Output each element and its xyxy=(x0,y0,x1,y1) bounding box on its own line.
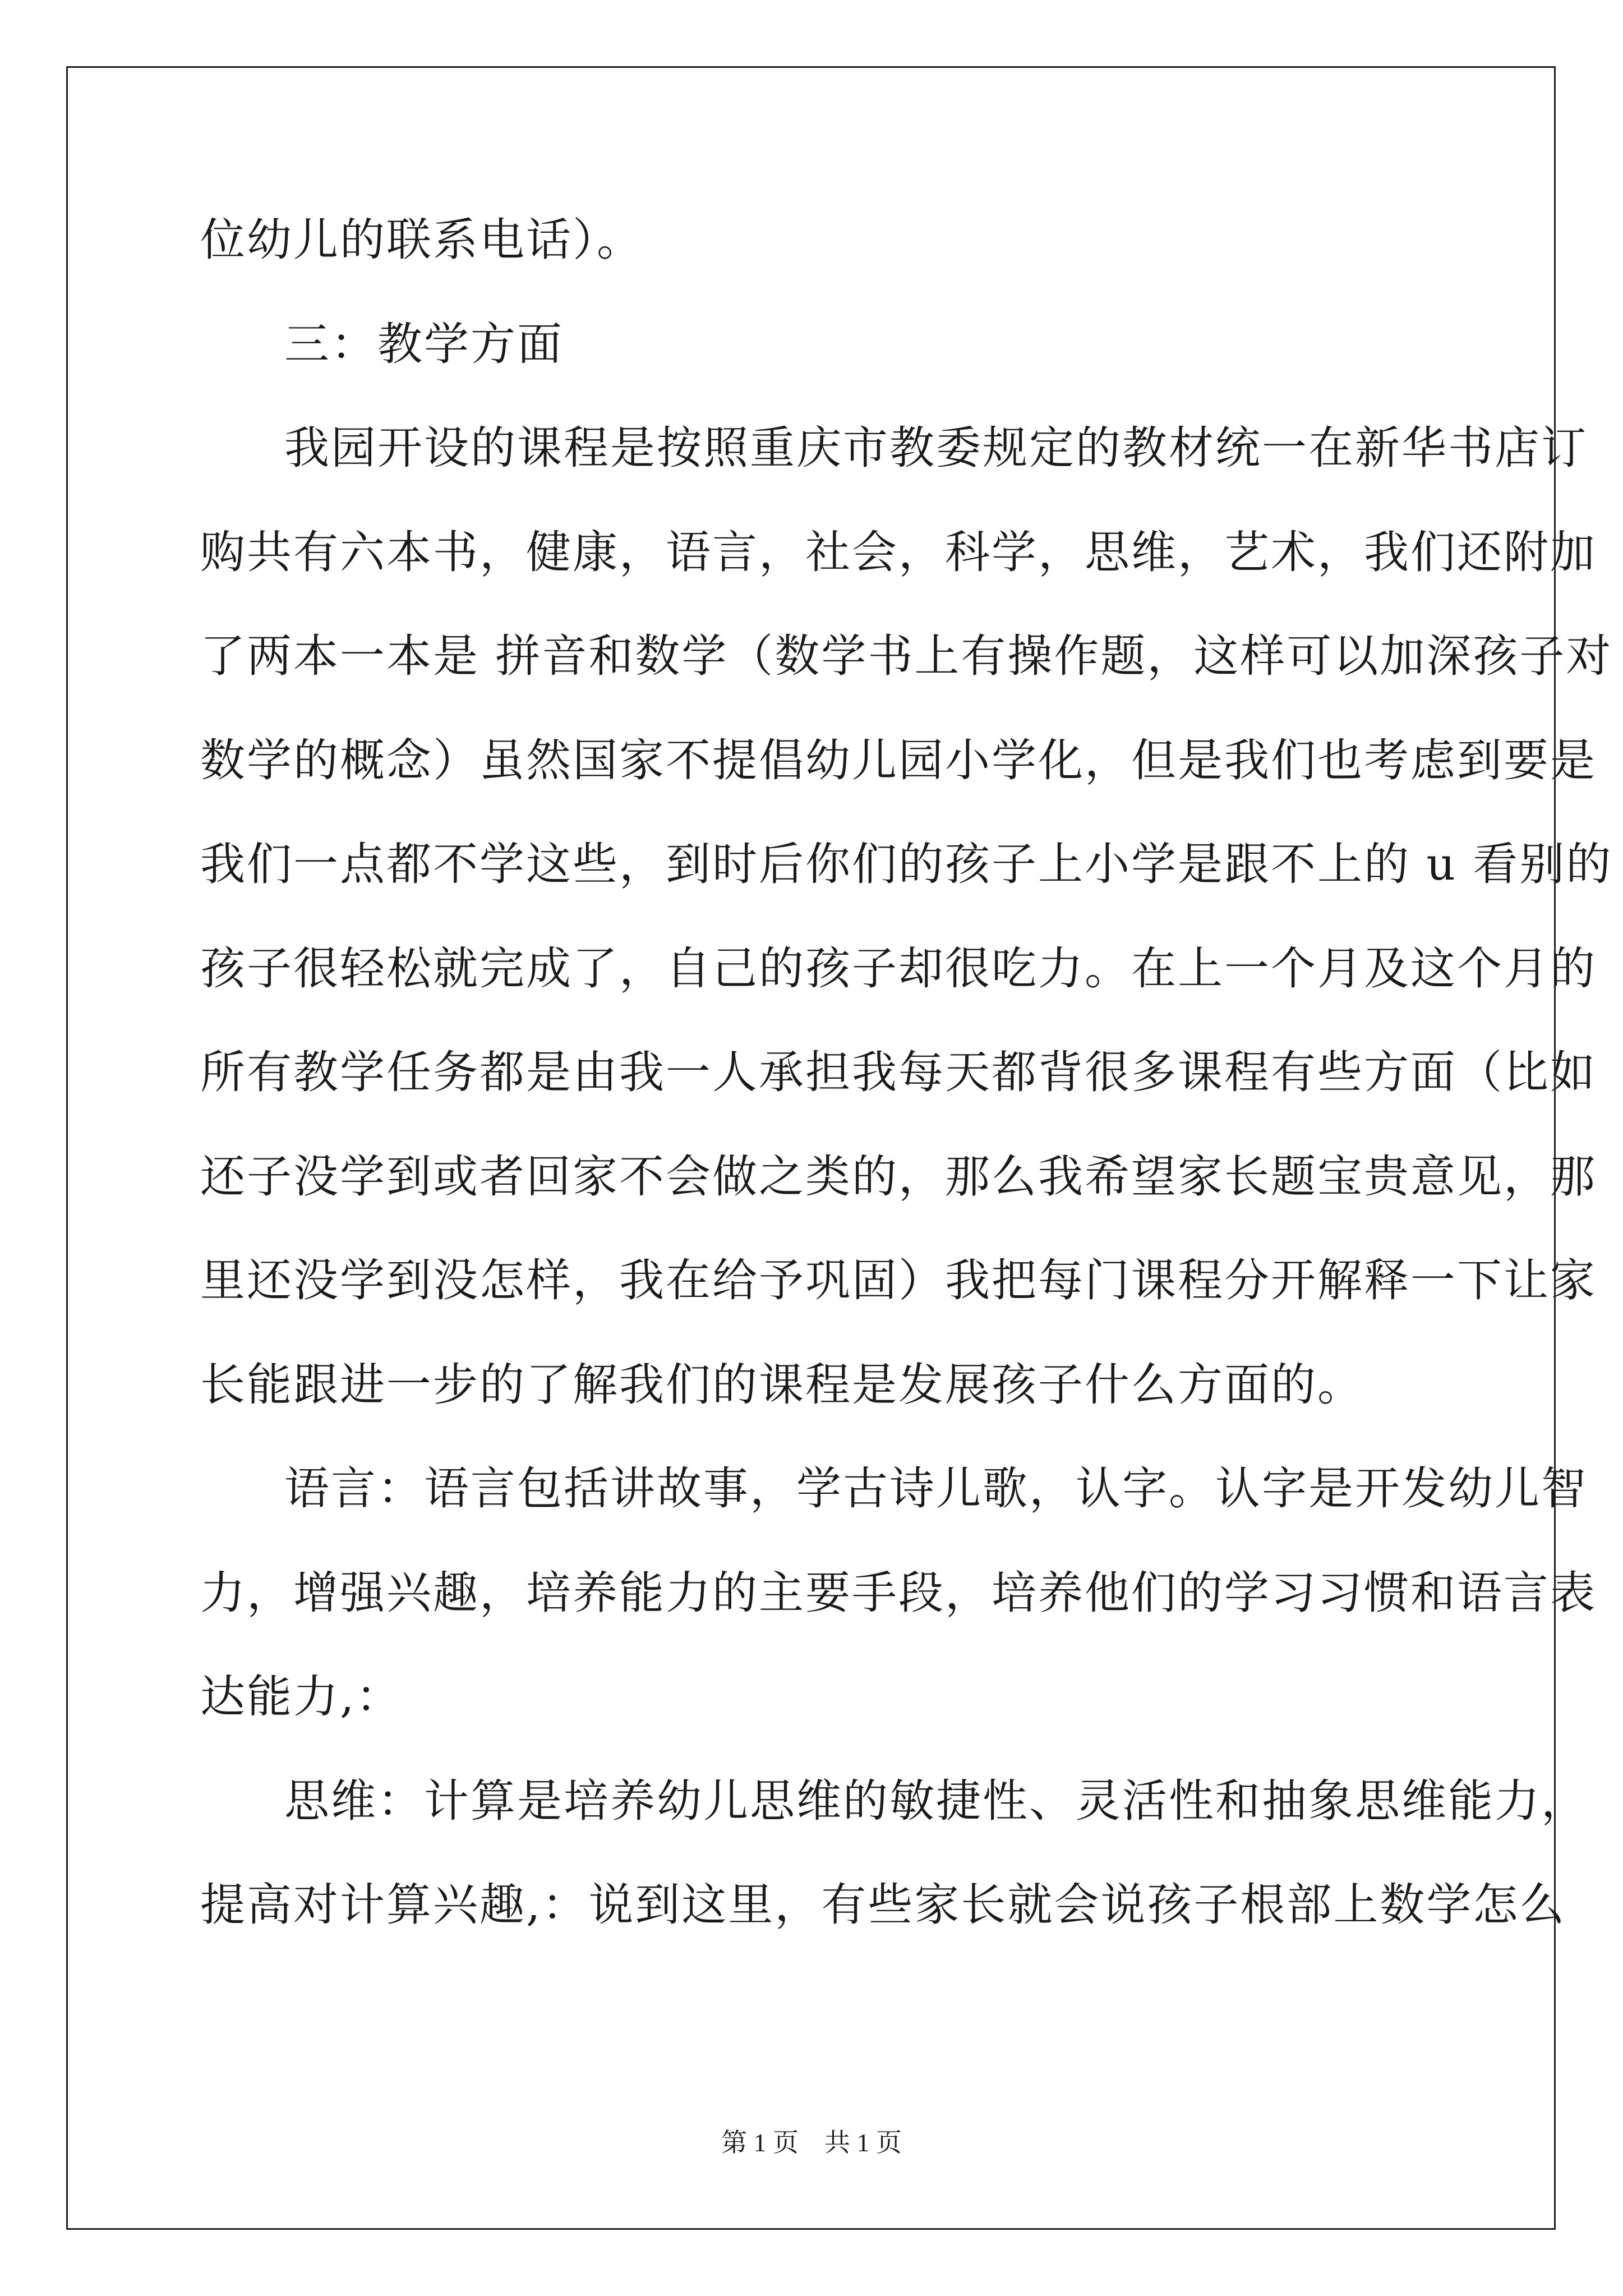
text-line: 力，增强兴趣，培养能力的主要手段，培养他们的学习习惯和语言表 xyxy=(200,1566,1597,1619)
text-line: 语言：语言包括讲故事，学古诗儿歌，认字。认字是开发幼儿智 xyxy=(284,1462,1588,1515)
text-line: 提高对计算兴趣,：说到这里，有些家长就会说孩子根部上数学怎么 xyxy=(200,1879,1566,1931)
text-line: 位幼儿的联系电话）。 xyxy=(200,214,643,266)
document-body xyxy=(200,212,1613,1981)
text-line: 长能跟进一步的了解我们的课程是发展孩子什么方面的。 xyxy=(200,1358,1364,1411)
page-total: 共 1 页 xyxy=(824,2128,902,2157)
text-line: 购共有六本书，健康，语言，社会，科学，思维，艺术，我们还附加 xyxy=(200,526,1597,578)
text-line: 里还没学到没怎样，我在给予巩固）我把每门课程分开解释一下让家 xyxy=(200,1254,1597,1306)
text-line: 我们一点都不学这些，到时后你们的孩子上小学是跟不上的 u 看别的 xyxy=(200,838,1613,890)
text-line: 达能力,： xyxy=(200,1671,403,1723)
text-line: 所有教学任务都是由我一人承担我每天都背很多课程有些方面（比如 xyxy=(200,1046,1597,1098)
text-line: 我园开设的课程是按照重庆市教委规定的教材统一在新华书店订 xyxy=(284,422,1588,474)
text-line: 孩子很轻松就完成了，自己的孩子却很吃力。在上一个月及这个月的 xyxy=(200,942,1597,995)
page-number: 第 1 页 xyxy=(721,2128,799,2157)
section-heading: 三：教学方面 xyxy=(284,318,564,370)
text-line: 还子没学到或者回家不会做之类的，那么我希望家长题宝贵意见，那 xyxy=(200,1150,1597,1203)
text-line: 数学的概念）虽然国家不提倡幼儿园小学化，但是我们也考虑到要是 xyxy=(200,734,1597,786)
text-line: 思维：计算是培养幼儿思维的敏捷性、灵活性和抽象思维能力， xyxy=(284,1774,1588,1827)
page-footer xyxy=(0,2126,1623,2160)
text-line: 了两本一本是 拼音和数学（数学书上有操作题，这样可以加深孩子对 xyxy=(200,630,1613,682)
